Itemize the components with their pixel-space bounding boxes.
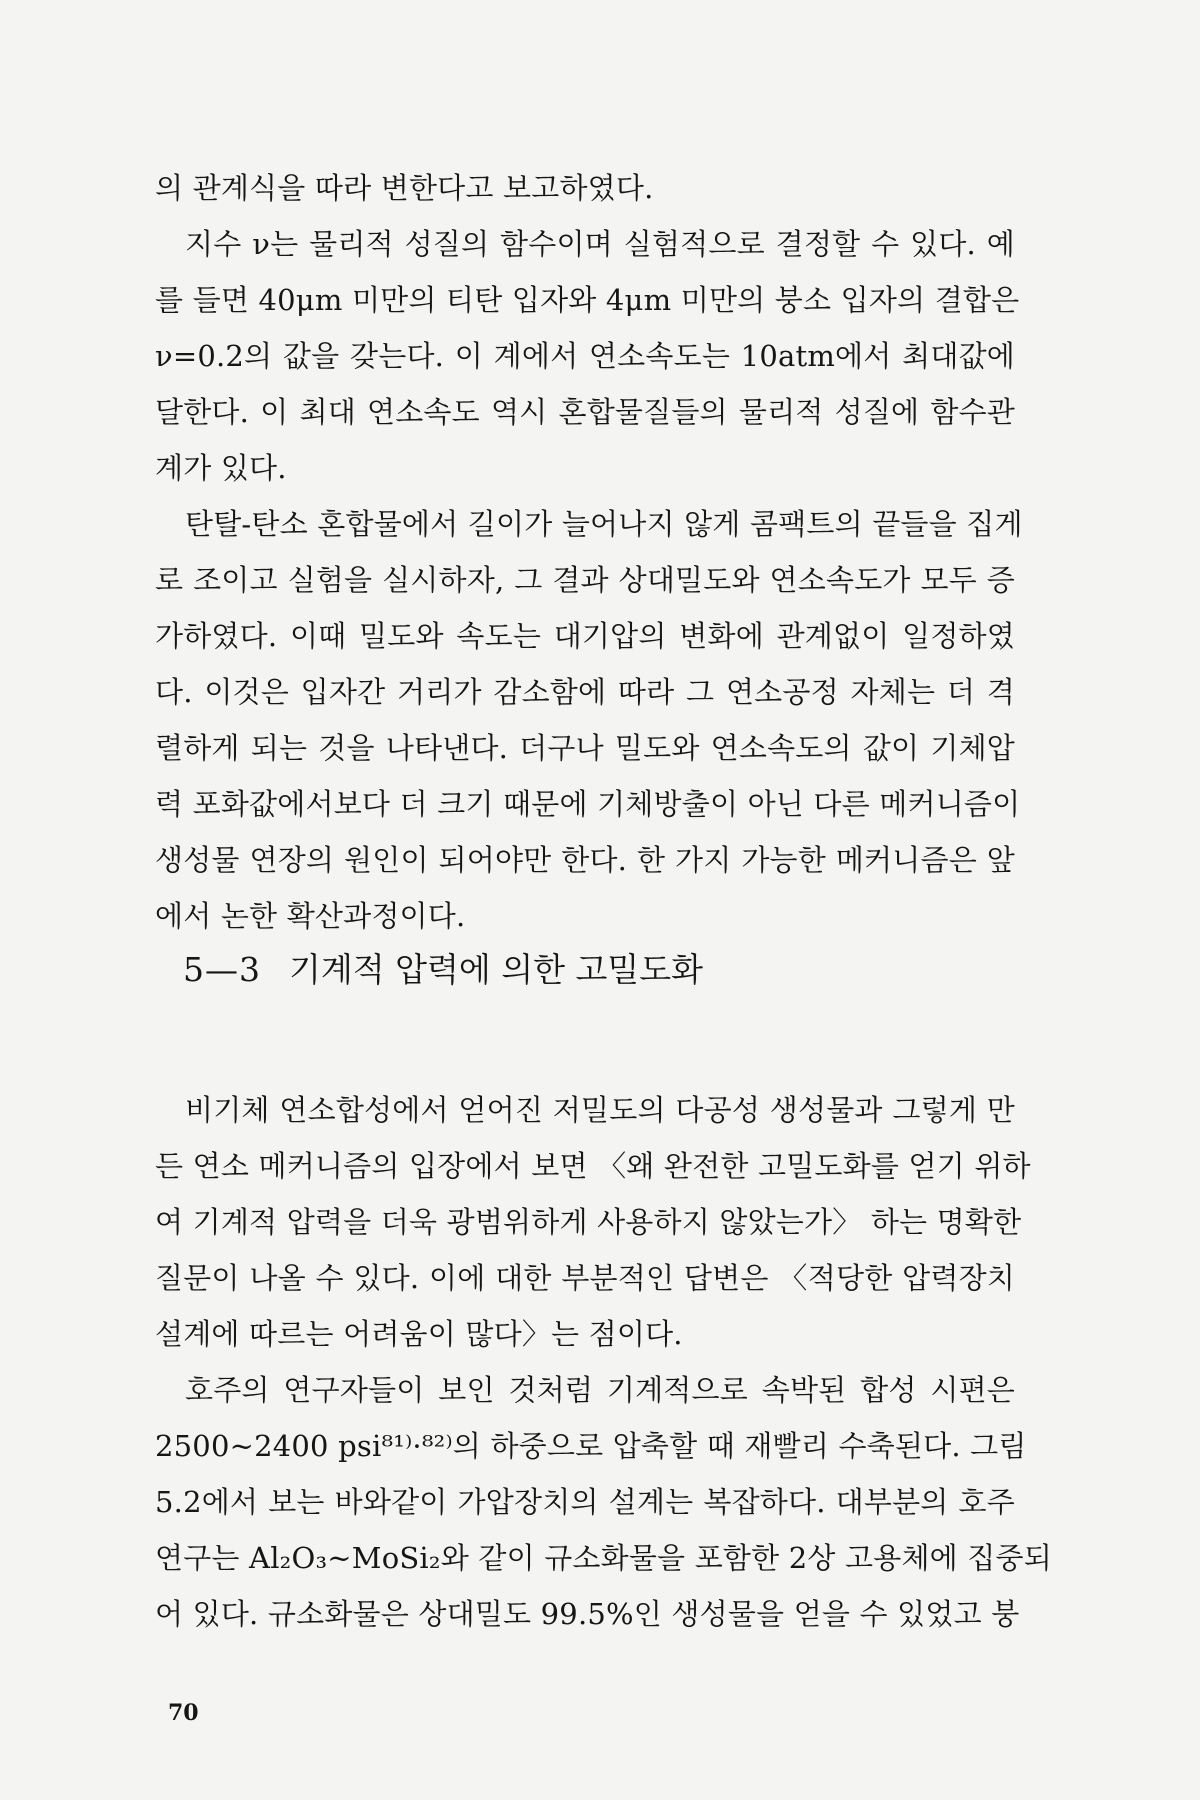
text-line: 2500~2400 psi⁸¹⁾·⁸²⁾의 하중으로 압축할 때 재빨리 수축된다. 그림 <box>155 1429 1027 1463</box>
text-line: 5.2에서 보는 바와같이 가압장치의 설계는 복잡하다. 대부분의 호주 <box>155 1485 1015 1519</box>
text-line: 여 기계적 압력을 더욱 광범위하게 사용하지 않았는가〉 하는 명확한 <box>155 1205 1022 1239</box>
text-line: 어 있다. 규소화물은 상대밀도 99.5%인 생성물을 얻을 수 있었고 붕 <box>155 1597 1020 1631</box>
text-line: 든 연소 메커니즘의 입장에서 보면 〈왜 완전한 고밀도화를 얻기 위하 <box>155 1149 1031 1183</box>
text-line: 로 조이고 실험을 실시하자, 그 결과 상대밀도와 연소속도가 모두 증 <box>155 563 1015 597</box>
section-heading <box>183 945 703 995</box>
body-text-top <box>155 160 1023 944</box>
text-line: 생성물 연장의 원인이 되어야만 한다. 한 가지 가능한 메커니즘은 앞 <box>155 843 1015 877</box>
text-line: 렬하게 되는 것을 나타낸다. 더구나 밀도와 연소속도의 값이 기체압 <box>155 731 1015 765</box>
text-line: 질문이 나올 수 있다. 이에 대한 부분적인 답변은 〈적당한 압력장치 <box>155 1261 1015 1295</box>
text-line: 탄탈-탄소 혼합물에서 길이가 늘어나지 않게 콤팩트의 끝들을 집게 <box>185 507 1023 541</box>
text-line: 달한다. 이 최대 연소속도 역시 혼합물질들의 물리적 성질에 함수관 <box>155 395 1015 429</box>
text-line: ν=0.2의 값을 갖는다. 이 계에서 연소속도는 10atm에서 최대값에 <box>155 339 1015 373</box>
text-line: 지수 ν는 물리적 성질의 함수이며 실험적으로 결정할 수 있다. 예 <box>185 227 1015 261</box>
text-line: 비기체 연소합성에서 얻어진 저밀도의 다공성 생성물과 그렇게 만 <box>185 1093 1015 1127</box>
page-number: 70 <box>168 1700 199 1726</box>
text-line: 의 관계식을 따라 변한다고 보고하였다. <box>155 171 654 205</box>
text-line: 력 포화값에서보다 더 크기 때문에 기체방출이 아닌 다른 메커니즘이 <box>155 787 1021 821</box>
section-number: 5—3 <box>183 950 261 989</box>
text-line: 에서 논한 확산과정이다. <box>155 899 466 933</box>
section-title: 기계적 압력에 의한 고밀도화 <box>289 950 704 989</box>
text-line: 가하였다. 이때 밀도와 속도는 대기압의 변화에 관계없이 일정하였 <box>155 619 1015 653</box>
text-line: 호주의 연구자들이 보인 것처럼 기계적으로 속박된 합성 시편은 <box>185 1373 1015 1407</box>
text-line: 설계에 따르는 어려움이 많다〉는 점이다. <box>155 1317 683 1351</box>
text-line: 연구는 Al₂O₃~MoSi₂와 같이 규소화물을 포함한 2상 고용체에 집중되 <box>155 1541 1052 1575</box>
text-line: 를 들면 40μm 미만의 티탄 입자와 4μm 미만의 붕소 입자의 결합은 <box>155 283 1020 317</box>
text-line: 다. 이것은 입자간 거리가 감소함에 따라 그 연소공정 자체는 더 격 <box>155 675 1015 709</box>
body-text-bottom <box>155 1082 1052 1642</box>
text-line: 계가 있다. <box>155 451 287 485</box>
